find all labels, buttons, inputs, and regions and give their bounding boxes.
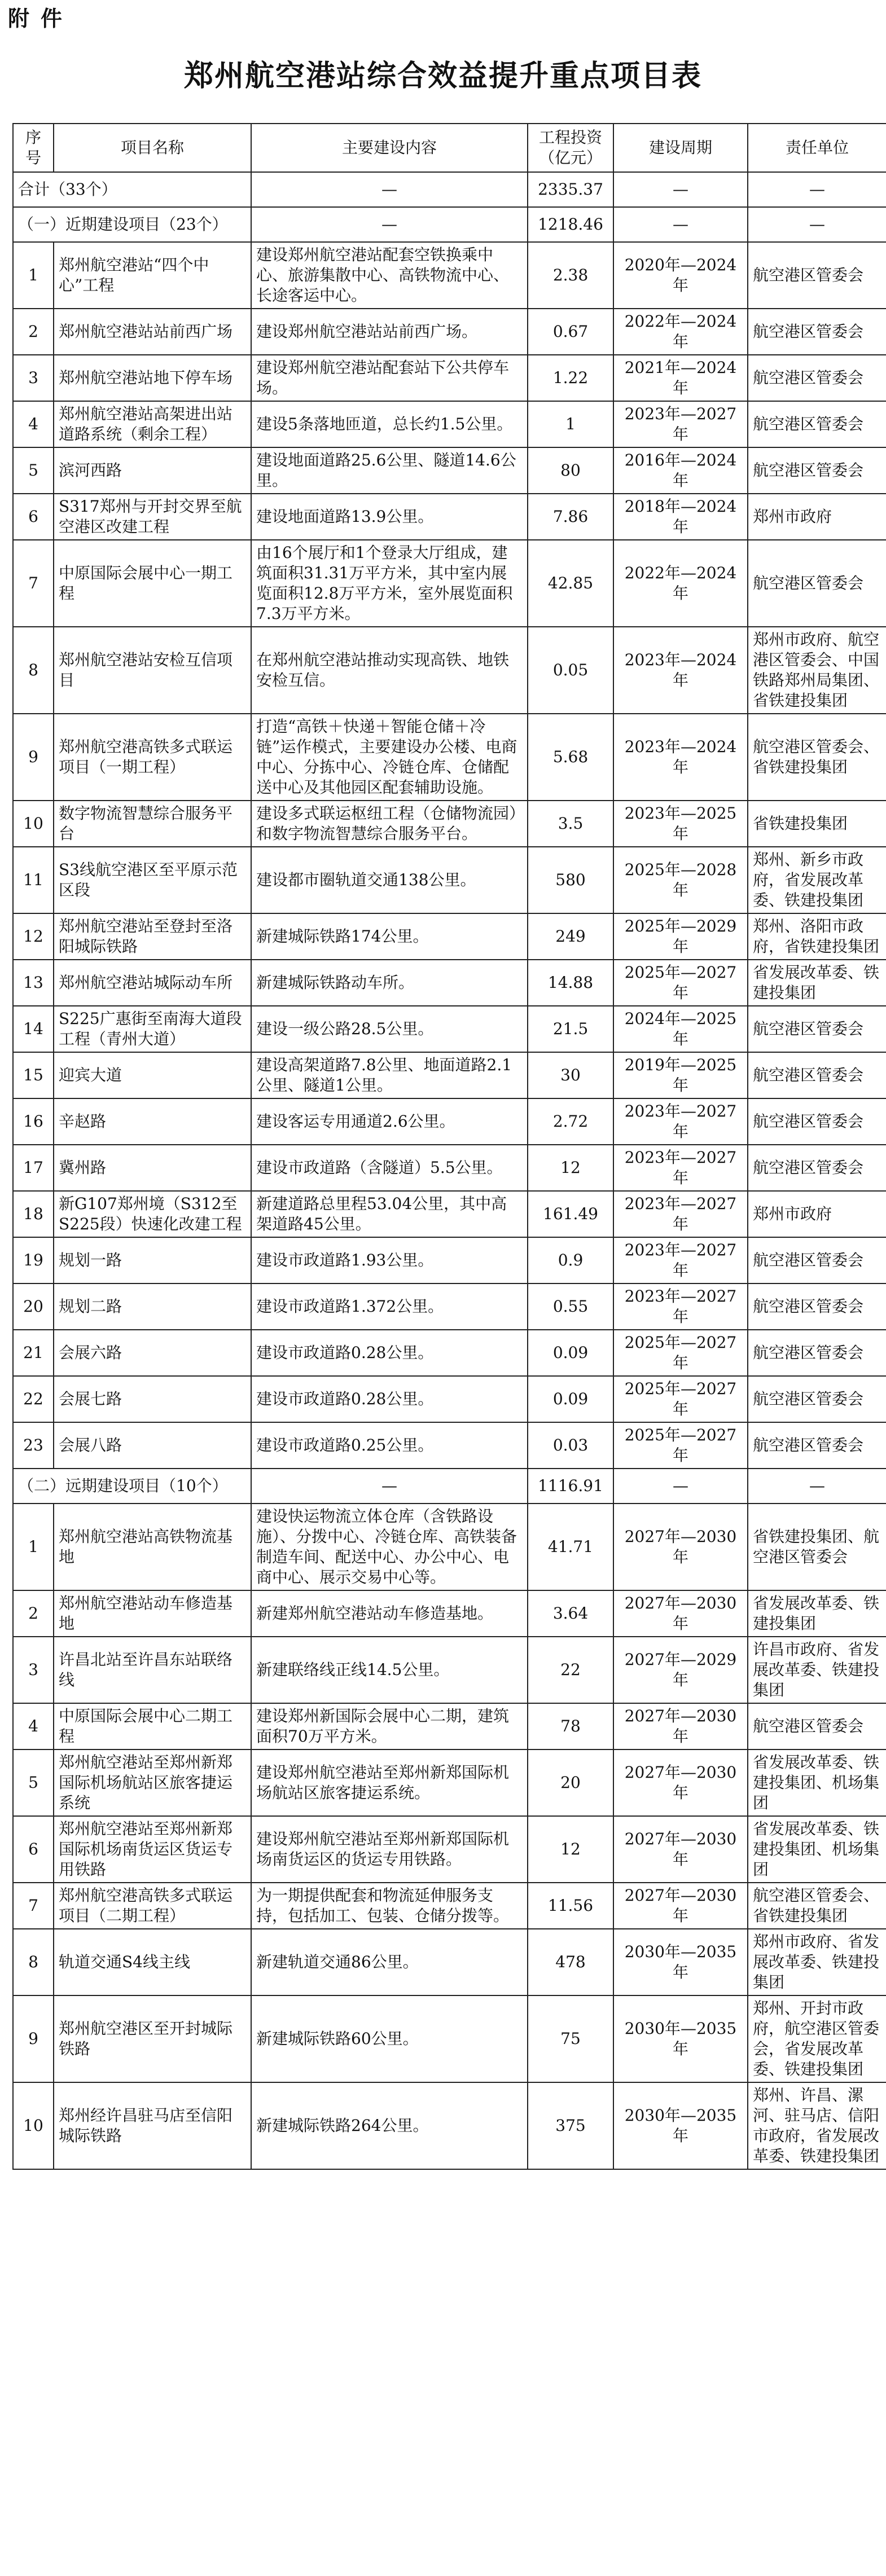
construction-period: 2023年—2024年 (613, 627, 748, 714)
construction-period: 2022年—2024年 (613, 540, 748, 627)
attachment-label: 附件 (8, 6, 74, 31)
table-row (13, 355, 886, 401)
construction-period: 2027年—2030年 (613, 1883, 748, 1929)
construction-period: 2016年—2024年 (613, 447, 748, 494)
responsible-unit: 郑州、许昌、漯河、驻马店、信阳市政府，省发展改革委、铁建投集团 (748, 2082, 886, 2169)
construction-period: 2025年—2027年 (613, 960, 748, 1006)
investment-amount: 161.49 (528, 1191, 613, 1237)
construction-content: 新建道路总里程53.04公里，其中高架道路45公里。 (251, 1191, 528, 1237)
table-row (13, 1816, 886, 1883)
row-number: 21 (13, 1330, 54, 1376)
responsible-unit: 航空港区管委会 (748, 1098, 886, 1145)
construction-content: 建设地面道路25.6公里、隧道14.6公里。 (251, 447, 528, 494)
construction-period: 2025年—2027年 (613, 1330, 748, 1376)
responsible-unit: 郑州市政府、航空港区管委会、中国铁路郑州局集团、省铁建投集团 (748, 627, 886, 714)
responsible-unit: 航空港区管委会 (748, 309, 886, 355)
row-number: 10 (13, 801, 54, 847)
construction-content: 建设郑州航空港站站前西广场。 (251, 309, 528, 355)
construction-period: 2023年—2027年 (613, 1283, 748, 1330)
responsible-unit: 省发展改革委、铁建投集团 (748, 960, 886, 1006)
construction-period: 2023年—2027年 (613, 1145, 748, 1191)
table-row (13, 494, 886, 540)
table-row (13, 1883, 886, 1929)
table-row (13, 714, 886, 801)
responsible-unit: 航空港区管委会 (748, 242, 886, 309)
construction-period: 2022年—2024年 (613, 309, 748, 355)
project-name: 会展六路 (54, 1330, 251, 1376)
group-investment: 1116.91 (528, 1469, 613, 1504)
investment-amount: 12 (528, 1145, 613, 1191)
construction-period: 2030年—2035年 (613, 2082, 748, 2169)
table-row (13, 960, 886, 1006)
project-name: 郑州航空港站站前西广场 (54, 309, 251, 355)
investment-amount: 0.05 (528, 627, 613, 714)
project-name: 冀州路 (54, 1145, 251, 1191)
construction-period: 2023年—2027年 (613, 1098, 748, 1145)
row-number: 5 (13, 447, 54, 494)
construction-period: 2025年—2027年 (613, 1376, 748, 1422)
construction-content: 新建城际铁路动车所。 (251, 960, 528, 1006)
responsible-unit: 郑州、洛阳市政府，省铁建投集团 (748, 913, 886, 960)
group-content: — (251, 1469, 528, 1504)
project-name: 郑州航空港站城际动车所 (54, 960, 251, 1006)
table-row (13, 1376, 886, 1422)
responsible-unit: 航空港区管委会、省铁建投集团 (748, 714, 886, 801)
project-name: 会展七路 (54, 1376, 251, 1422)
row-number: 15 (13, 1052, 54, 1098)
investment-amount: 0.9 (528, 1237, 613, 1283)
construction-content: 建设快运物流立体仓库（含铁路设施）、分拨中心、冷链仓库、高铁装备制造车间、配送中心、办公中心、电商中心、展示交易中心等。 (251, 1504, 528, 1590)
construction-content: 建设郑州航空港站至郑州新郑国际机场南货运区的货运专用铁路。 (251, 1816, 528, 1883)
construction-period: 2027年—2029年 (613, 1637, 748, 1703)
construction-period: 2030年—2035年 (613, 1995, 748, 2082)
table-row (13, 1191, 886, 1237)
project-name: 迎宾大道 (54, 1052, 251, 1098)
investment-amount: 11.56 (528, 1883, 613, 1929)
table-row (13, 242, 886, 309)
row-number: 2 (13, 1590, 54, 1637)
table-row (13, 1006, 886, 1052)
table-row (13, 913, 886, 960)
construction-content: 建设市政道路0.28公里。 (251, 1330, 528, 1376)
investment-amount: 22 (528, 1637, 613, 1703)
page-title: 郑州航空港站综合效益提升重点项目表 (183, 59, 702, 93)
construction-content: 建设5条落地匝道，总长约1.5公里。 (251, 401, 528, 447)
construction-content: 为一期提供配套和物流延伸服务支持，包括加工、包装、仓储分拨等。 (251, 1883, 528, 1929)
total-label: 合计（33个） (13, 172, 251, 207)
construction-content: 建设一级公路28.5公里。 (251, 1006, 528, 1052)
row-number: 13 (13, 960, 54, 1006)
investment-amount: 0.55 (528, 1283, 613, 1330)
responsible-unit: 郑州市政府、省发展改革委、铁建投集团 (748, 1929, 886, 1995)
project-name: 数字物流智慧综合服务平台 (54, 801, 251, 847)
row-number: 17 (13, 1145, 54, 1191)
construction-period: 2027年—2030年 (613, 1504, 748, 1590)
responsible-unit: 航空港区管委会 (748, 1376, 886, 1422)
row-number: 4 (13, 1703, 54, 1749)
investment-amount: 1 (528, 401, 613, 447)
table-row (13, 1098, 886, 1145)
table-row (13, 801, 886, 847)
responsible-unit: 航空港区管委会 (748, 1145, 886, 1191)
col-header-name: 项目名称 (54, 124, 251, 172)
responsible-unit: 航空港区管委会 (748, 1422, 886, 1469)
responsible-unit: 航空港区管委会 (748, 1283, 886, 1330)
project-name: 郑州航空港高铁多式联运项目（二期工程） (54, 1883, 251, 1929)
project-name: 规划一路 (54, 1237, 251, 1283)
row-number: 9 (13, 1995, 54, 2082)
table-row (13, 1929, 886, 1995)
responsible-unit: 省发展改革委、铁建投集团、机场集团 (748, 1816, 886, 1883)
group-unit: — (748, 1469, 886, 1504)
total-investment: 2335.37 (528, 172, 613, 207)
table-row (13, 1145, 886, 1191)
responsible-unit: 航空港区管委会 (748, 1237, 886, 1283)
investment-amount: 41.71 (528, 1504, 613, 1590)
project-name: S3线航空港区至平原示范区段 (54, 847, 251, 913)
project-name: 郑州航空港站至登封至洛阳城际铁路 (54, 913, 251, 960)
col-header-period: 建设周期 (613, 124, 748, 172)
construction-content: 建设郑州航空港站配套站下公共停车场。 (251, 355, 528, 401)
investment-amount: 14.88 (528, 960, 613, 1006)
construction-period: 2030年—2035年 (613, 1929, 748, 1995)
row-number: 8 (13, 627, 54, 714)
investment-amount: 249 (528, 913, 613, 960)
construction-content: 建设郑州新国际会展中心二期，建筑面积70万平方米。 (251, 1703, 528, 1749)
investment-amount: 5.68 (528, 714, 613, 801)
responsible-unit: 许昌市政府、省发展改革委、铁建投集团 (748, 1637, 886, 1703)
investment-amount: 580 (528, 847, 613, 913)
responsible-unit: 省铁建投集团 (748, 801, 886, 847)
construction-content: 建设客运专用通道2.6公里。 (251, 1098, 528, 1145)
construction-content: 打造“高铁＋快递＋智能仓储＋冷链”运作模式，主要建设办公楼、电商中心、分拣中心、冷链仓库、仓储配送中心及其他园区配套辅助设施。 (251, 714, 528, 801)
responsible-unit: 航空港区管委会 (748, 1006, 886, 1052)
investment-amount: 3.64 (528, 1590, 613, 1637)
project-name: 郑州航空港站地下停车场 (54, 355, 251, 401)
construction-content: 建设市政道路1.372公里。 (251, 1283, 528, 1330)
investment-amount: 42.85 (528, 540, 613, 627)
group-investment: 1218.46 (528, 207, 613, 242)
project-name: S225广惠街至南海大道段工程（青州大道） (54, 1006, 251, 1052)
construction-content: 建设市政道路1.93公里。 (251, 1237, 528, 1283)
investment-amount: 30 (528, 1052, 613, 1098)
construction-content: 建设市政道路0.28公里。 (251, 1376, 528, 1422)
responsible-unit: 航空港区管委会 (748, 1330, 886, 1376)
project-name: 郑州航空港站动车修造基地 (54, 1590, 251, 1637)
table-row (13, 540, 886, 627)
project-name: 郑州航空港站至郑州新郑国际机场南货运区货运专用铁路 (54, 1816, 251, 1883)
table-row (13, 447, 886, 494)
row-number: 6 (13, 1816, 54, 1883)
construction-period: 2023年—2025年 (613, 801, 748, 847)
group-period: — (613, 207, 748, 242)
row-number: 22 (13, 1376, 54, 1422)
investment-amount: 21.5 (528, 1006, 613, 1052)
row-number: 1 (13, 242, 54, 309)
col-header-unit: 责任单位 (748, 124, 886, 172)
construction-period: 2018年—2024年 (613, 494, 748, 540)
responsible-unit: 郑州、开封市政府，航空港区管委会，省发展改革委、铁建投集团 (748, 1995, 886, 2082)
construction-period: 2021年—2024年 (613, 355, 748, 401)
construction-content: 新建城际铁路264公里。 (251, 2082, 528, 2169)
project-name: S317郑州与开封交界至航空港区改建工程 (54, 494, 251, 540)
table-row (13, 309, 886, 355)
col-header-content: 主要建设内容 (251, 124, 528, 172)
responsible-unit: 郑州、新乡市政府，省发展改革委、铁建投集团 (748, 847, 886, 913)
row-number: 1 (13, 1504, 54, 1590)
investment-amount: 7.86 (528, 494, 613, 540)
project-name: 郑州航空港站安检互信项目 (54, 627, 251, 714)
row-number: 7 (13, 540, 54, 627)
project-name: 郑州航空港站至郑州新郑国际机场航站区旅客捷运系统 (54, 1749, 251, 1816)
project-name: 郑州航空港站高架进出站道路系统（剩余工程） (54, 401, 251, 447)
row-number: 19 (13, 1237, 54, 1283)
investment-amount: 80 (528, 447, 613, 494)
construction-content: 建设郑州航空港站配套空铁换乘中心、旅游集散中心、高铁物流中心、长途客运中心。 (251, 242, 528, 309)
table-row (13, 1995, 886, 2082)
responsible-unit: 航空港区管委会 (748, 540, 886, 627)
construction-content: 建设市政道路（含隧道）5.5公里。 (251, 1145, 528, 1191)
group-row (13, 1469, 886, 1504)
row-number: 4 (13, 401, 54, 447)
construction-period: 2020年—2024年 (613, 242, 748, 309)
investment-amount: 78 (528, 1703, 613, 1749)
project-name: 辛赵路 (54, 1098, 251, 1145)
group-period: — (613, 1469, 748, 1504)
investment-amount: 20 (528, 1749, 613, 1816)
table-row (13, 1637, 886, 1703)
responsible-unit: 航空港区管委会 (748, 401, 886, 447)
investment-amount: 0.09 (528, 1330, 613, 1376)
table-row (13, 1749, 886, 1816)
responsible-unit: 郑州市政府 (748, 494, 886, 540)
row-number: 16 (13, 1098, 54, 1145)
construction-content: 建设高架道路7.8公里、地面道路2.1公里、隧道1公里。 (251, 1052, 528, 1098)
project-name: 郑州经许昌驻马店至信阳城际铁路 (54, 2082, 251, 2169)
responsible-unit: 航空港区管委会、省铁建投集团 (748, 1883, 886, 1929)
responsible-unit: 省发展改革委、铁建投集团、机场集团 (748, 1749, 886, 1816)
table-header-row (13, 124, 886, 172)
col-header-investment: 工程投资（亿元） (528, 124, 613, 172)
row-number: 7 (13, 1883, 54, 1929)
responsible-unit: 郑州市政府 (748, 1191, 886, 1237)
col-header-no: 序号 (13, 124, 54, 172)
total-row (13, 172, 886, 207)
project-name: 规划二路 (54, 1283, 251, 1330)
project-name: 中原国际会展中心一期工程 (54, 540, 251, 627)
responsible-unit: 省铁建投集团、航空港区管委会 (748, 1504, 886, 1590)
row-number: 5 (13, 1749, 54, 1816)
construction-period: 2027年—2030年 (613, 1749, 748, 1816)
total-period: — (613, 172, 748, 207)
investment-amount: 375 (528, 2082, 613, 2169)
construction-content: 新建城际铁路60公里。 (251, 1995, 528, 2082)
investment-amount: 478 (528, 1929, 613, 1995)
row-number: 3 (13, 1637, 54, 1703)
row-number: 6 (13, 494, 54, 540)
table-row (13, 1703, 886, 1749)
investment-amount: 0.09 (528, 1376, 613, 1422)
row-number: 18 (13, 1191, 54, 1237)
group-label: （一）近期建设项目（23个） (13, 207, 251, 242)
construction-content: 在郑州航空港站推动实现高铁、地铁安检互信。 (251, 627, 528, 714)
construction-content: 新建轨道交通86公里。 (251, 1929, 528, 1995)
investment-amount: 1.22 (528, 355, 613, 401)
investment-amount: 12 (528, 1816, 613, 1883)
group-content: — (251, 207, 528, 242)
project-name: 会展八路 (54, 1422, 251, 1469)
construction-period: 2025年—2029年 (613, 913, 748, 960)
table-row (13, 1052, 886, 1098)
table-row (13, 1330, 886, 1376)
table-row (13, 627, 886, 714)
construction-period: 2025年—2028年 (613, 847, 748, 913)
project-name: 郑州航空港站“四个中心”工程 (54, 242, 251, 309)
row-number: 9 (13, 714, 54, 801)
construction-content: 建设郑州航空港站至郑州新郑国际机场航站区旅客捷运系统。 (251, 1749, 528, 1816)
project-table (12, 123, 886, 2170)
investment-amount: 0.67 (528, 309, 613, 355)
construction-period: 2024年—2025年 (613, 1006, 748, 1052)
construction-content: 新建郑州航空港站动车修造基地。 (251, 1590, 528, 1637)
responsible-unit: 航空港区管委会 (748, 1703, 886, 1749)
project-name: 中原国际会展中心二期工程 (54, 1703, 251, 1749)
responsible-unit: 航空港区管委会 (748, 1052, 886, 1098)
project-name: 新G107郑州境（S312至S225段）快速化改建工程 (54, 1191, 251, 1237)
table-row (13, 1237, 886, 1283)
construction-period: 2027年—2030年 (613, 1590, 748, 1637)
construction-content: 新建城际铁路174公里。 (251, 913, 528, 960)
row-number: 3 (13, 355, 54, 401)
table-row (13, 1422, 886, 1469)
group-unit: — (748, 207, 886, 242)
investment-amount: 0.03 (528, 1422, 613, 1469)
construction-content: 新建联络线正线14.5公里。 (251, 1637, 528, 1703)
responsible-unit: 省发展改革委、铁建投集团 (748, 1590, 886, 1637)
construction-content: 建设都市圈轨道交通138公里。 (251, 847, 528, 913)
row-number: 20 (13, 1283, 54, 1330)
construction-content: 由16个展厅和1个登录大厅组成，建筑面积31.31万平方米，其中室内展览面积12.8万平方米，室外展览面积7.3万平方米。 (251, 540, 528, 627)
project-name: 郑州航空港站高铁物流基地 (54, 1504, 251, 1590)
total-unit: — (748, 172, 886, 207)
project-name: 郑州航空港高铁多式联运项目（一期工程） (54, 714, 251, 801)
investment-amount: 3.5 (528, 801, 613, 847)
project-name: 许昌北站至许昌东站联络线 (54, 1637, 251, 1703)
construction-period: 2027年—2030年 (613, 1816, 748, 1883)
row-number: 12 (13, 913, 54, 960)
investment-amount: 2.72 (528, 1098, 613, 1145)
project-name: 滨河西路 (54, 447, 251, 494)
construction-content: 建设多式联运枢纽工程（仓储物流园）和数字物流智慧综合服务平台。 (251, 801, 528, 847)
group-label: （二）远期建设项目（10个） (13, 1469, 251, 1504)
construction-period: 2023年—2027年 (613, 1237, 748, 1283)
construction-content: 建设地面道路13.9公里。 (251, 494, 528, 540)
table-row (13, 401, 886, 447)
project-name: 郑州航空港区至开封城际铁路 (54, 1995, 251, 2082)
construction-period: 2027年—2030年 (613, 1703, 748, 1749)
responsible-unit: 航空港区管委会 (748, 355, 886, 401)
construction-content: 建设市政道路0.25公里。 (251, 1422, 528, 1469)
row-number: 2 (13, 309, 54, 355)
total-content: — (251, 172, 528, 207)
table-row (13, 1504, 886, 1590)
responsible-unit: 航空港区管委会 (748, 447, 886, 494)
group-row (13, 207, 886, 242)
construction-period: 2023年—2024年 (613, 714, 748, 801)
investment-amount: 75 (528, 1995, 613, 2082)
row-number: 14 (13, 1006, 54, 1052)
row-number: 11 (13, 847, 54, 913)
table-row (13, 847, 886, 913)
construction-period: 2023年—2027年 (613, 1191, 748, 1237)
table-row (13, 1590, 886, 1637)
construction-period: 2025年—2027年 (613, 1422, 748, 1469)
table-row (13, 2082, 886, 2169)
row-number: 8 (13, 1929, 54, 1995)
project-name: 轨道交通S4线主线 (54, 1929, 251, 1995)
construction-period: 2023年—2027年 (613, 401, 748, 447)
table-row (13, 1283, 886, 1330)
investment-amount: 2.38 (528, 242, 613, 309)
row-number: 23 (13, 1422, 54, 1469)
construction-period: 2019年—2025年 (613, 1052, 748, 1098)
row-number: 10 (13, 2082, 54, 2169)
